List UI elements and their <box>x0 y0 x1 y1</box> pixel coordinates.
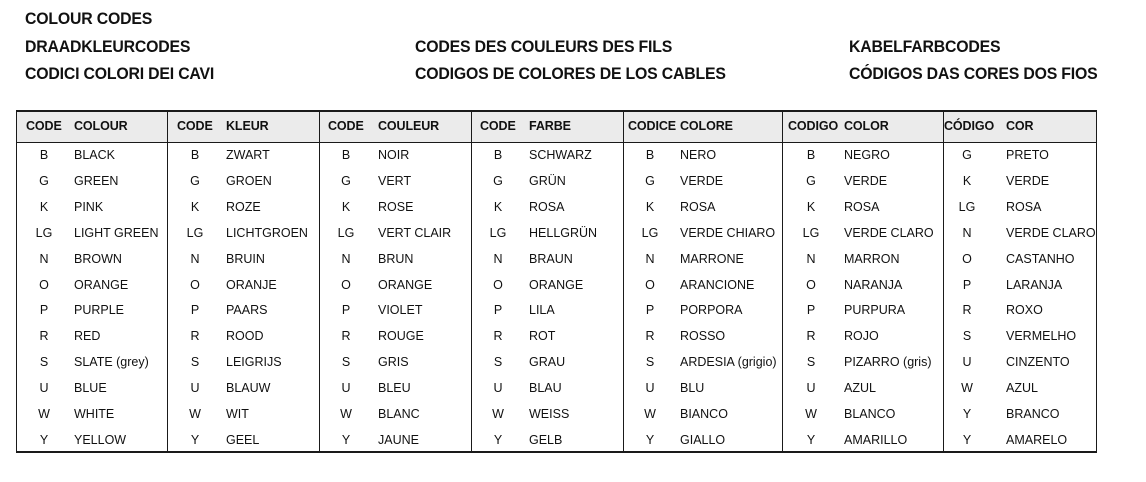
table-row <box>472 375 624 401</box>
colour-code: Y <box>962 407 972 421</box>
colour-name: NOIR <box>378 148 410 162</box>
colour-code: P <box>493 303 503 318</box>
colour-name: SCHWARZ <box>529 148 592 162</box>
title-codici-colori: CODICI COLORI DEI CAVI <box>25 65 215 83</box>
colour-code: P <box>962 277 972 292</box>
colour-name: ARDESIA (grigio) <box>680 355 777 370</box>
table-row <box>17 427 167 453</box>
colour-name: BLANCO <box>844 407 896 421</box>
table-row <box>624 194 783 220</box>
colour-code: S <box>39 355 49 370</box>
language-column-portuguese <box>943 112 1096 451</box>
title-draadkleurcodes: DRAADKLEURCODES <box>25 38 191 56</box>
colour-name: ROJO <box>844 329 879 344</box>
colour-code: O <box>806 277 816 292</box>
table-row <box>944 401 1096 427</box>
colour-code: U <box>493 381 503 396</box>
colour-code: P <box>806 303 816 318</box>
colour-code: N <box>962 225 972 240</box>
colour-name: NERO <box>680 148 717 162</box>
table-row <box>783 349 944 375</box>
table-row <box>320 375 472 401</box>
colour-name: MARRON <box>844 251 900 266</box>
colour-code: S <box>962 329 972 344</box>
table-row <box>944 246 1096 272</box>
colour-code: W <box>492 407 504 421</box>
colour-name: ARANCIONE <box>680 277 755 292</box>
table-row <box>17 297 167 323</box>
colour-code: K <box>341 199 351 214</box>
colour-name: GREEN <box>74 173 119 188</box>
colour-code: P <box>190 303 200 318</box>
colour-name: ROOD <box>226 329 264 344</box>
colour-name: VERDE <box>680 173 724 188</box>
table-row <box>168 349 320 375</box>
language-column-spanish <box>782 112 944 451</box>
table-row <box>944 297 1096 323</box>
colour-name: ORANJE <box>226 277 277 292</box>
colour-code: W <box>805 407 817 421</box>
code-header: CODE <box>480 119 516 133</box>
colour-name-header: COLOUR <box>74 119 128 133</box>
colour-code: W <box>961 381 973 396</box>
colour-code-table <box>16 110 1097 453</box>
title-colour-codes: COLOUR CODES <box>25 10 153 28</box>
colour-name: AMARELO <box>1006 432 1068 447</box>
colour-code: S <box>806 355 816 370</box>
colour-name: BRUIN <box>226 251 265 266</box>
language-column-french <box>319 112 472 451</box>
colour-name: VERT <box>378 173 412 188</box>
colour-code: P <box>645 303 655 318</box>
colour-name: MARRONE <box>680 251 744 266</box>
colour-name: VERT CLAIR <box>378 225 452 240</box>
colour-code: LG <box>186 225 204 240</box>
colour-code: N <box>806 251 816 266</box>
colour-code: U <box>962 355 972 370</box>
colour-name: NARANJA <box>844 277 903 292</box>
table-row <box>624 220 783 246</box>
colour-code: S <box>341 355 351 370</box>
colour-code: U <box>341 381 351 396</box>
table-row <box>472 349 624 375</box>
colour-code: B <box>806 148 816 162</box>
colour-name: LICHTGROEN <box>226 225 308 240</box>
table-row <box>944 323 1096 349</box>
table-row <box>624 272 783 298</box>
colour-code: N <box>493 251 503 266</box>
colour-code: O <box>962 251 972 266</box>
table-row <box>168 375 320 401</box>
table-row <box>320 194 472 220</box>
colour-code: Y <box>645 432 655 447</box>
table-row <box>783 427 944 453</box>
table-row <box>783 168 944 194</box>
table-row <box>17 272 167 298</box>
table-row <box>472 168 624 194</box>
table-row <box>624 323 783 349</box>
table-row <box>783 297 944 323</box>
table-row <box>472 194 624 220</box>
colour-name: AMARILLO <box>844 432 908 447</box>
colour-name: ROSSO <box>680 329 726 344</box>
table-row <box>472 323 624 349</box>
code-header: CODIGO <box>788 119 839 133</box>
table-row <box>624 142 783 168</box>
table-row <box>472 246 624 272</box>
table-row <box>783 142 944 168</box>
colour-code: R <box>962 303 972 318</box>
colour-code: LG <box>35 225 53 240</box>
table-row <box>944 194 1096 220</box>
table-row <box>168 401 320 427</box>
table-row <box>320 246 472 272</box>
title-codigos-de-colores: CODIGOS DE COLORES DE LOS CABLES <box>415 65 726 83</box>
title-codigos-das-cores: CÓDIGOS DAS CORES DOS FIOS <box>849 65 1098 83</box>
colour-code: Y <box>190 432 200 447</box>
table-row <box>320 142 472 168</box>
colour-code: G <box>341 173 351 188</box>
colour-name: BLACK <box>74 148 115 162</box>
colour-code: R <box>806 329 816 344</box>
colour-code: K <box>190 199 200 214</box>
table-row <box>17 246 167 272</box>
colour-name: GRÜN <box>529 173 566 188</box>
table-row <box>624 427 783 453</box>
table-row <box>944 142 1096 168</box>
colour-name: ROSA <box>844 199 880 214</box>
colour-code: O <box>493 277 503 292</box>
colour-name: CINZENTO <box>1006 355 1070 370</box>
table-row <box>472 427 624 453</box>
colour-code: R <box>190 329 200 344</box>
colour-name: ROSA <box>529 199 565 214</box>
table-row <box>168 272 320 298</box>
colour-name: GROEN <box>226 173 272 188</box>
table-row <box>944 220 1096 246</box>
colour-name-header: COLOR <box>844 119 889 133</box>
colour-code: LG <box>641 225 659 240</box>
colour-name: ROSE <box>378 199 414 214</box>
colour-code: B <box>493 148 503 162</box>
colour-name: WIT <box>226 407 249 421</box>
colour-name: ROT <box>529 329 556 344</box>
colour-name: VERDE <box>1006 173 1050 188</box>
colour-name: WEISS <box>529 407 570 421</box>
language-column-english <box>17 112 167 451</box>
table-row <box>17 220 167 246</box>
table-row <box>168 297 320 323</box>
colour-code: LG <box>489 225 507 240</box>
table-row <box>168 220 320 246</box>
colour-code: G <box>493 173 503 188</box>
table-row <box>168 168 320 194</box>
code-header: CODE <box>328 119 364 133</box>
colour-code: S <box>493 355 503 370</box>
colour-name: PAARS <box>226 303 268 318</box>
colour-name: VERDE CHIARO <box>680 225 776 240</box>
colour-code: U <box>190 381 200 396</box>
colour-code: K <box>645 199 655 214</box>
colour-code: Y <box>341 432 351 447</box>
colour-name: RED <box>74 329 101 344</box>
table-row <box>320 401 472 427</box>
table-row <box>472 401 624 427</box>
colour-code: O <box>645 277 655 292</box>
colour-code: O <box>190 277 200 292</box>
colour-name: PURPLE <box>74 303 125 318</box>
colour-name: BRAUN <box>529 251 573 266</box>
table-row <box>783 220 944 246</box>
colour-code: G <box>806 173 816 188</box>
table-row <box>320 220 472 246</box>
colour-name: HELLGRÜN <box>529 225 598 240</box>
table-row <box>944 375 1096 401</box>
colour-name: NEGRO <box>844 148 890 162</box>
table-row <box>783 272 944 298</box>
colour-name: CASTANHO <box>1006 251 1075 266</box>
table-row <box>624 297 783 323</box>
table-row <box>168 323 320 349</box>
code-header: CODE <box>26 119 62 133</box>
colour-name: ROZE <box>226 199 261 214</box>
table-row <box>17 194 167 220</box>
colour-code: N <box>190 251 200 266</box>
colour-name: GEEL <box>226 432 260 447</box>
title-kabelfarbcodes: KABELFARBCODES <box>849 38 1001 56</box>
colour-name: ORANGE <box>529 277 584 292</box>
table-row <box>168 246 320 272</box>
colour-code: R <box>341 329 351 344</box>
colour-code: R <box>493 329 503 344</box>
colour-code: B <box>645 148 655 162</box>
colour-name: BIANCO <box>680 407 728 421</box>
colour-name: ZWART <box>226 148 270 162</box>
colour-code: Y <box>39 432 49 447</box>
colour-name: ROXO <box>1006 303 1043 318</box>
colour-name: GIALLO <box>680 432 726 447</box>
colour-code: LG <box>958 199 976 214</box>
colour-code: LG <box>802 225 820 240</box>
colour-name: ORANGE <box>74 277 129 292</box>
colour-name-header: COULEUR <box>378 119 440 133</box>
table-row <box>944 168 1096 194</box>
colour-code: P <box>341 303 351 318</box>
table-row <box>624 349 783 375</box>
language-column-dutch <box>167 112 320 451</box>
colour-code: B <box>341 148 351 162</box>
colour-code: LG <box>337 225 355 240</box>
colour-code: S <box>190 355 200 370</box>
colour-name: ROSA <box>1006 199 1042 214</box>
table-row <box>168 194 320 220</box>
colour-name: VERDE <box>844 173 888 188</box>
colour-name: BLANC <box>378 407 420 421</box>
colour-name-header: COR <box>1006 119 1034 133</box>
colour-code: N <box>39 251 49 266</box>
colour-name: LILA <box>529 303 555 318</box>
colour-code: K <box>493 199 503 214</box>
colour-name: GRAU <box>529 355 566 370</box>
table-row <box>320 427 472 453</box>
colour-name: AZUL <box>1006 381 1038 396</box>
code-header: CODICE <box>628 119 677 133</box>
table-row <box>624 168 783 194</box>
table-row <box>944 349 1096 375</box>
colour-code: W <box>340 407 352 421</box>
table-row <box>320 272 472 298</box>
colour-code: W <box>189 407 201 421</box>
colour-name: VERMELHO <box>1006 329 1077 344</box>
colour-name: VERDE CLARO <box>844 225 934 240</box>
colour-name-header: COLORE <box>680 119 733 133</box>
colour-name: GRIS <box>378 355 409 370</box>
colour-code: O <box>341 277 351 292</box>
table-row <box>783 375 944 401</box>
table-row <box>624 375 783 401</box>
table-row <box>624 246 783 272</box>
code-header: CÓDIGO <box>944 119 995 133</box>
table-row <box>472 272 624 298</box>
table-row <box>944 427 1096 453</box>
colour-code: U <box>645 381 655 396</box>
colour-code: N <box>341 251 351 266</box>
title-codes-des-couleurs: CODES DES COULEURS DES FILS <box>415 38 673 56</box>
colour-name: ROUGE <box>378 329 424 344</box>
table-row <box>472 297 624 323</box>
colour-name: VIOLET <box>378 303 423 318</box>
colour-code: R <box>645 329 655 344</box>
table-row <box>17 142 167 168</box>
colour-name: LEIGRIJS <box>226 355 282 370</box>
table-row <box>783 194 944 220</box>
colour-name: WHITE <box>74 407 115 421</box>
table-row <box>320 323 472 349</box>
language-column-italian <box>623 112 783 451</box>
colour-name: PIZARRO (gris) <box>844 355 932 370</box>
colour-name: BLAUW <box>226 381 271 396</box>
colour-code: G <box>39 173 49 188</box>
colour-name: SLATE (grey) <box>74 355 149 370</box>
colour-code: K <box>806 199 816 214</box>
colour-code: N <box>645 251 655 266</box>
colour-name: LARANJA <box>1006 277 1063 292</box>
colour-code: K <box>962 173 972 188</box>
language-column-german <box>471 112 624 451</box>
colour-name-header: FARBE <box>529 119 571 133</box>
colour-code: G <box>962 148 972 162</box>
table-row <box>320 297 472 323</box>
colour-name: PRETO <box>1006 148 1049 162</box>
colour-code: R <box>39 329 49 344</box>
code-header: CODE <box>177 119 213 133</box>
colour-name: LIGHT GREEN <box>74 225 159 240</box>
colour-name: BLEU <box>378 381 411 396</box>
table-row <box>783 323 944 349</box>
table-row <box>472 142 624 168</box>
colour-code: Y <box>962 432 972 447</box>
colour-name: PORPORA <box>680 303 743 318</box>
colour-code: U <box>39 381 49 396</box>
colour-name: BLUE <box>74 381 107 396</box>
colour-name: BRUN <box>378 251 414 266</box>
colour-code: K <box>39 199 49 214</box>
colour-name-header: KLEUR <box>226 119 269 133</box>
colour-name: PINK <box>74 199 104 214</box>
colour-name: VERDE CLARO <box>1006 225 1096 240</box>
colour-code: S <box>645 355 655 370</box>
colour-name: GELB <box>529 432 563 447</box>
table-row <box>783 246 944 272</box>
table-row <box>472 220 624 246</box>
colour-code: Y <box>493 432 503 447</box>
table-row <box>17 375 167 401</box>
table-row <box>168 142 320 168</box>
colour-name: AZUL <box>844 381 876 396</box>
colour-code: B <box>190 148 200 162</box>
colour-name: ORANGE <box>378 277 433 292</box>
colour-code: G <box>645 173 655 188</box>
table-row <box>17 168 167 194</box>
table-row <box>17 323 167 349</box>
table-row <box>783 401 944 427</box>
table-row <box>944 272 1096 298</box>
colour-code: U <box>806 381 816 396</box>
colour-name: JAUNE <box>378 432 419 447</box>
table-row <box>320 168 472 194</box>
colour-name: BLU <box>680 381 705 396</box>
colour-code: W <box>644 407 656 421</box>
colour-name: YELLOW <box>74 432 127 447</box>
colour-name: BLAU <box>529 381 562 396</box>
table-row <box>624 401 783 427</box>
table-row <box>17 401 167 427</box>
colour-code: Y <box>806 432 816 447</box>
colour-code: O <box>39 277 49 292</box>
table-row <box>17 349 167 375</box>
colour-name: ROSA <box>680 199 716 214</box>
colour-code: W <box>38 407 50 421</box>
table-row <box>320 349 472 375</box>
colour-code: P <box>39 303 49 318</box>
table-row <box>168 427 320 453</box>
colour-code: B <box>39 148 49 162</box>
colour-name: BROWN <box>74 251 122 266</box>
colour-name: PURPURA <box>844 303 906 318</box>
colour-name: BRANCO <box>1006 407 1060 421</box>
colour-code: G <box>190 173 200 188</box>
